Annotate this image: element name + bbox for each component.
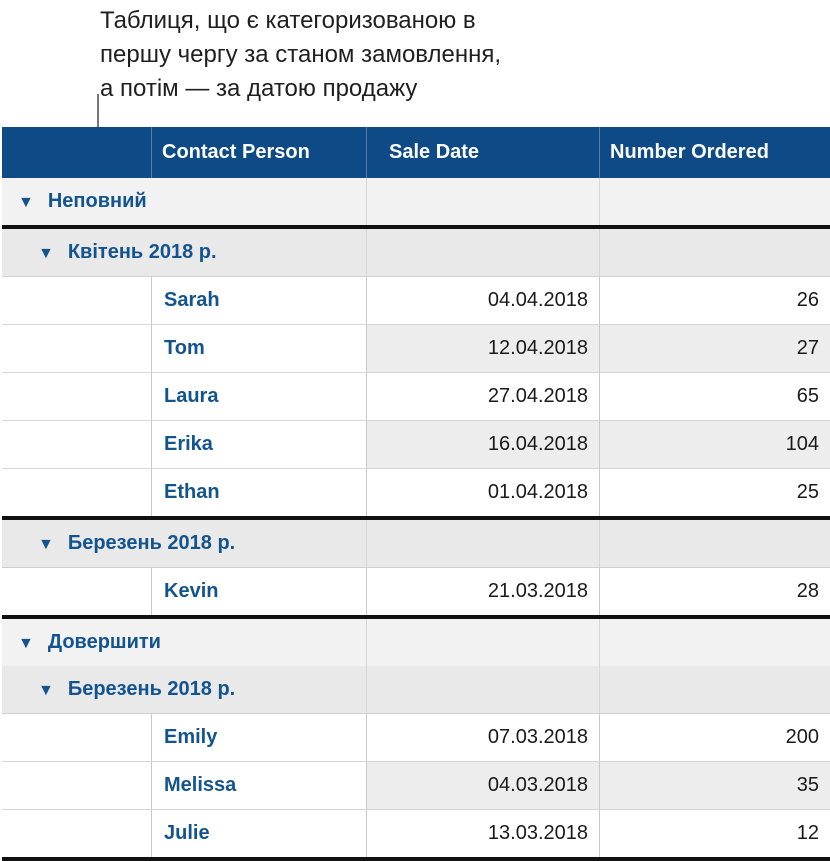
- group-summary-cell[interactable]: [599, 178, 830, 225]
- table-row[interactable]: [2, 567, 830, 619]
- number-ordered-cell[interactable]: 200: [599, 714, 830, 761]
- sale-date-cell[interactable]: 21.03.2018: [366, 568, 599, 615]
- subgroup-label-cell: [2, 666, 366, 713]
- disclosure-triangle-down-icon[interactable]: ▼: [18, 194, 34, 211]
- group-summary-cell[interactable]: [366, 619, 599, 666]
- number-ordered-cell[interactable]: 65: [599, 373, 830, 420]
- number-ordered-cell[interactable]: 26: [599, 277, 830, 324]
- subgroup-row-april-2018[interactable]: [2, 225, 830, 276]
- subgroup-summary-cell[interactable]: [366, 666, 599, 713]
- contact-person-cell[interactable]: Melissa: [151, 762, 366, 809]
- header-cell-category[interactable]: [2, 127, 151, 178]
- header-cell-sale-date[interactable]: Sale Date: [366, 127, 599, 178]
- header-cell-contact-person[interactable]: Contact Person: [151, 127, 366, 178]
- category-cell[interactable]: [2, 568, 151, 615]
- subgroup-summary-cell[interactable]: [599, 520, 830, 567]
- callout-line: першу чергу за станом замовлення,: [100, 41, 502, 68]
- number-ordered-cell[interactable]: 104: [599, 421, 830, 468]
- subgroup-summary-cell[interactable]: [366, 520, 599, 567]
- sale-date-cell[interactable]: 07.03.2018: [366, 714, 599, 761]
- callout-text: [100, 4, 740, 106]
- group-summary-cell[interactable]: [366, 178, 599, 225]
- contact-person-cell[interactable]: Sarah: [151, 277, 366, 324]
- subgroup-summary-cell[interactable]: [366, 229, 599, 276]
- category-cell[interactable]: [2, 469, 151, 516]
- subgroup-row-march-2018[interactable]: [2, 520, 830, 567]
- subgroup-label-cell: [2, 520, 366, 567]
- sale-date-cell[interactable]: 13.03.2018: [366, 810, 599, 857]
- group-label: Довершити: [47, 631, 161, 653]
- table-row[interactable]: [2, 276, 830, 325]
- contact-person-cell[interactable]: Erika: [151, 421, 366, 468]
- group-row-complete[interactable]: [2, 619, 830, 666]
- category-cell[interactable]: [2, 810, 151, 857]
- disclosure-triangle-down-icon[interactable]: ▼: [38, 536, 54, 553]
- disclosure-triangle-down-icon[interactable]: ▼: [38, 245, 54, 262]
- contact-person-cell[interactable]: Laura: [151, 373, 366, 420]
- group-label: Неповний: [47, 190, 147, 212]
- callout-line: а потім — за датою продажу: [100, 75, 418, 102]
- number-ordered-cell[interactable]: 27: [599, 325, 830, 372]
- group-summary-cell[interactable]: [599, 619, 830, 666]
- categorized-table: [2, 127, 830, 861]
- number-ordered-cell[interactable]: 25: [599, 469, 830, 516]
- number-ordered-cell[interactable]: 28: [599, 568, 830, 615]
- subgroup-summary-cell[interactable]: [599, 229, 830, 276]
- category-cell[interactable]: [2, 762, 151, 809]
- category-cell[interactable]: [2, 714, 151, 761]
- table-row[interactable]: [2, 325, 830, 373]
- subgroup-label: Березень 2018 р.: [67, 532, 236, 554]
- contact-person-cell[interactable]: Tom: [151, 325, 366, 372]
- sale-date-cell[interactable]: 27.04.2018: [366, 373, 599, 420]
- category-cell[interactable]: [2, 373, 151, 420]
- table-row[interactable]: [2, 373, 830, 421]
- subgroup-label: Квітень 2018 р.: [67, 241, 217, 263]
- table-row[interactable]: [2, 469, 830, 520]
- contact-person-cell[interactable]: Julie: [151, 810, 366, 857]
- sale-date-cell[interactable]: 12.04.2018: [366, 325, 599, 372]
- disclosure-triangle-down-icon[interactable]: ▼: [18, 635, 34, 652]
- category-cell[interactable]: [2, 277, 151, 324]
- group-label-cell: [2, 178, 366, 225]
- table-row[interactable]: [2, 713, 830, 762]
- category-cell[interactable]: [2, 325, 151, 372]
- contact-person-cell[interactable]: Ethan: [151, 469, 366, 516]
- sale-date-cell[interactable]: 01.04.2018: [366, 469, 599, 516]
- sale-date-cell[interactable]: 16.04.2018: [366, 421, 599, 468]
- sale-date-cell[interactable]: 04.03.2018: [366, 762, 599, 809]
- number-ordered-cell[interactable]: 12: [599, 810, 830, 857]
- contact-person-cell[interactable]: Kevin: [151, 568, 366, 615]
- subgroup-label-cell: [2, 229, 366, 276]
- group-label-cell: [2, 619, 366, 666]
- header-cell-number-ordered[interactable]: Number Ordered: [599, 127, 830, 178]
- number-ordered-cell[interactable]: 35: [599, 762, 830, 809]
- table-row[interactable]: [2, 762, 830, 810]
- table-header-row: [2, 127, 830, 178]
- table-row[interactable]: [2, 810, 830, 861]
- sale-date-cell[interactable]: 04.04.2018: [366, 277, 599, 324]
- disclosure-triangle-down-icon[interactable]: ▼: [38, 682, 54, 699]
- callout-line: Таблиця, що є категоризованою в: [100, 7, 476, 34]
- table-row[interactable]: [2, 421, 830, 469]
- contact-person-cell[interactable]: Emily: [151, 714, 366, 761]
- category-cell[interactable]: [2, 421, 151, 468]
- subgroup-row-march-2018[interactable]: [2, 666, 830, 713]
- subgroup-label: Березень 2018 р.: [67, 678, 236, 700]
- subgroup-summary-cell[interactable]: [599, 666, 830, 713]
- group-row-incomplete[interactable]: [2, 178, 830, 225]
